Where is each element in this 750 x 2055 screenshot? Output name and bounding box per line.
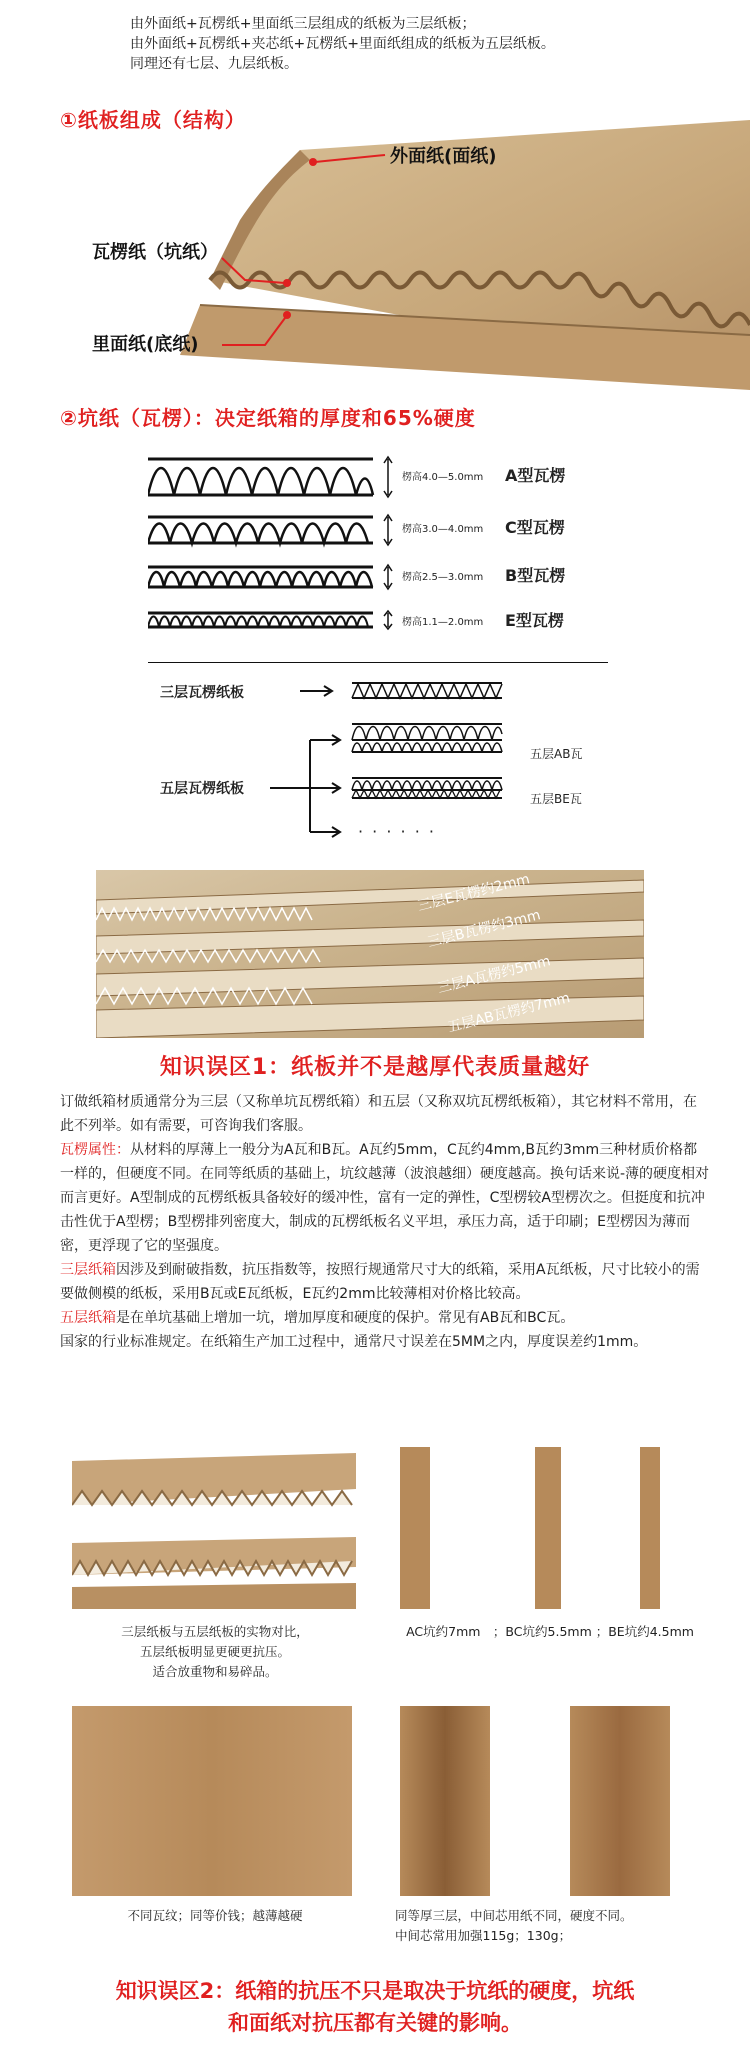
myth2-heading: 知识误区2：纸箱的抗压不只是取决于坑纸的硬度，坑纸 和面纸对抗压都有关键的影响。 [115,1979,635,2035]
three-layer-diagram [352,683,502,698]
body-paragraph: 五层纸箱是在单坑基础上增加一坑，增加厚度和硬度的保护。常见有AB瓦和BC瓦。 [60,1310,575,1326]
intro-line: 同理还有七层、九层纸板。 [130,56,298,72]
five-layer-ab-diagram [352,724,502,752]
body-paragraph: 瓦楞属性：从材料的厚薄上一般分为A瓦和B瓦。A瓦约5mm，C瓦约4mm,B瓦约3mm三种材质价格都一样的，但硬度不同。在同等纸质的基础上，坑纹越薄（波浪越细）硬度越高。换句话来说-薄的硬度相对而言更好。A型制成的瓦楞纸板具备较好的缓冲性，富有一定的弹性，C型楞较A型楞次之。但挺度和抗冲击性优于A型楞；B型楞排列密度大，制成的瓦楞纸板名义平坦，承压力高，适于印刷；E型楞因为薄而密，更浮现了它的坚强度。 [60,1142,710,1254]
board-type-diagrams [270,680,530,840]
different-flute-photo [72,1706,352,1896]
flute-e-name: E型瓦楞 [505,611,564,630]
height-markers [378,455,398,655]
section1-title: ①纸板组成（结构） [60,108,246,132]
five-layer-ab-label: 五层AB瓦 [530,747,583,761]
three-vs-five-photo [72,1447,356,1609]
core-paper-photo [400,1706,490,1896]
flute-b-name: B型瓦楞 [505,566,566,585]
divider [148,662,608,663]
flute-c-name: C型瓦楞 [505,518,565,537]
flute-e-diagram [148,613,373,627]
flute-b-height: 楞高2.5—3.0mm [402,572,484,583]
branch-arrows [270,735,340,837]
flute-properties-label: 瓦楞属性： [60,1142,130,1158]
outer-paper-label: 外面纸(面纸) [390,146,497,167]
callout-arrows [0,0,750,400]
photo-label: 三层E瓦楞约2mm [416,871,532,915]
three-layer-label: 三层瓦楞纸板 [160,685,244,701]
body-paragraph: 三层纸箱因涉及到耐破指数，抗压指数等，按照行规通常尺寸大的纸箱，采用A瓦纸板，尺寸比较小的需要做侧模的纸板，采用B瓦或E瓦纸板，E瓦约2mm比较薄相对价格比较高。 [60,1262,700,1302]
intro-line: 由外面纸+瓦楞纸+夹芯纸+瓦楞纸+里面纸组成的纸板为五层纸板。 [130,36,555,52]
arrow-icon [300,686,332,696]
five-layer-label: 五层瓦楞纸板 [160,781,244,797]
body-text [60,1090,710,1354]
caption-different-flute: 不同瓦纹；同等价钱；越薄越硬 [127,1908,303,1923]
myth1-heading: 知识误区1：纸板并不是越厚代表质量越好 [159,1055,591,1080]
core-paper-photo [570,1706,670,1896]
bc-flute-photo [535,1447,561,1609]
flute-c-diagram [148,517,373,543]
flute-e-height: 楞高1.1—2.0mm [402,617,484,628]
flute-a-name: A型瓦楞 [505,466,566,485]
section2-title: ②坑纸（瓦楞）：决定纸箱的厚度和65%硬度 [60,406,476,430]
corrugated-paper-label: 瓦楞纸（坑纸） [92,242,218,263]
flute-a-diagram [148,459,373,495]
more-layers-dots: · · · · · · [358,822,436,841]
caption-flute-thickness: AC坑约7mm ；BC坑约5.5mm ；BE坑约4.5mm [406,1624,694,1639]
flute-c-height: 楞高3.0—4.0mm [402,524,484,535]
photo-label: 三层A瓦楞约5mm [436,953,553,997]
three-layer-box-label: 三层纸箱 [60,1262,116,1278]
be-flute-photo [640,1447,660,1609]
flute-diagrams [148,455,378,655]
five-layer-be-label: 五层BE瓦 [530,792,582,806]
boards-photo [96,870,644,1038]
body-paragraph: 国家的行业标准规定。在纸箱生产加工过程中，通常尺寸误差在5MM之内，厚度误差约1mm。 [60,1334,648,1350]
ac-flute-photo [400,1447,430,1609]
intro-line: 由外面纸+瓦楞纸+里面纸三层组成的纸板为三层纸板； [130,16,476,32]
photo-label: 三层B瓦楞约3mm [426,907,543,951]
body-paragraph: 订做纸箱材质通常分为三层（又称单坑瓦楞纸箱）和五层（又称双坑瓦楞纸板箱），其它材料不常用，在此不列举。如有需要，可咨询我们客服。 [60,1094,697,1134]
flute-a-height: 楞高4.0—5.0mm [402,472,484,483]
inner-paper-label: 里面纸(底纸) [92,334,199,355]
caption-core-paper: 同等厚三层，中间芯用纸不同，硬度不同。 中间芯常用加强115g；130g； [395,1908,633,1943]
five-layer-box-label: 五层纸箱 [60,1310,116,1326]
photo-label: 五层AB瓦楞约7mm [446,990,572,1036]
caption-three-vs-five: 三层纸板与五层纸板的实物对比， 五层纸板明显更硬更抗压。 适合放重物和易碎品。 [121,1624,309,1679]
five-layer-be-diagram [352,778,502,798]
flute-b-diagram [148,567,373,587]
